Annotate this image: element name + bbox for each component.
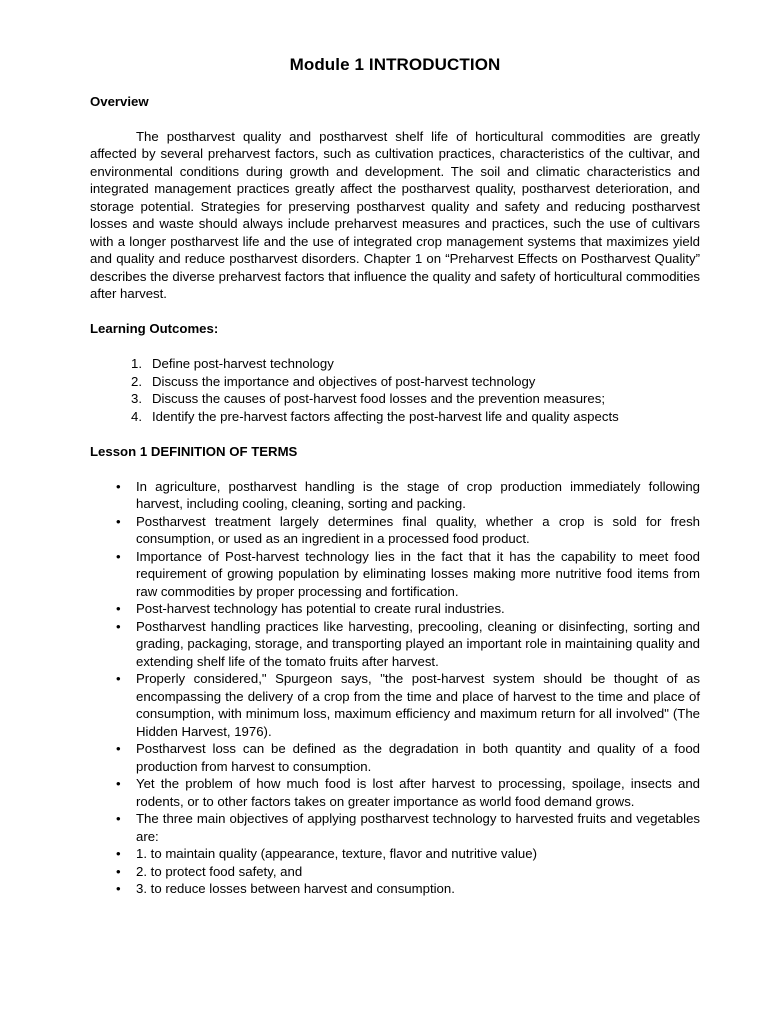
list-item xyxy=(90,863,700,881)
list-item-number: 1. xyxy=(131,356,142,371)
list-item-label: 3. to reduce losses between harvest and consumption. xyxy=(136,881,455,896)
list-item-label: Identify the pre-harvest factors affecting the post-harvest life and quality aspects xyxy=(152,408,619,424)
list-item xyxy=(90,880,700,898)
list-item-label: 1. to maintain quality (appearance, texture, flavor and nutritive value) xyxy=(136,846,537,861)
list-item-label: Properly considered," Spurgeon says, "the post-harvest system should be thought of as encompassing the delivery of a crop from the time and place of harvest to the time and place of consumption, with minimum loss, maximum efficiency and maximum return for all involved" (The Hidden Harvest, 1976). xyxy=(136,671,700,739)
lesson-1-heading: Lesson 1 DEFINITION OF TERMS xyxy=(90,443,298,459)
list-item-label: Postharvest loss can be defined as the degradation in both quantity and quality of a food production from harvest to consumption. xyxy=(136,741,700,774)
list-item xyxy=(90,355,700,373)
overview-heading: Overview xyxy=(90,93,149,109)
bullet-icon: • xyxy=(116,601,121,616)
learning-outcomes-list xyxy=(90,355,700,425)
list-item-label: Discuss the importance and objectives of post-harvest technology xyxy=(152,373,536,389)
learning-outcomes-heading: Learning Outcomes: xyxy=(90,321,219,336)
bullet-icon: • xyxy=(116,863,121,879)
list-item xyxy=(90,845,700,863)
list-item-label: Discuss the causes of post-harvest food losses and the prevention measures; xyxy=(152,391,606,406)
list-item-label: Importance of Post-harvest technology lies in the fact that it has the capability to meet food requirement of growing population by eliminating losses making more nutritive food items from raw commodities by proper processing and fortification. xyxy=(136,548,700,599)
overview-paragraph: The postharvest quality and postharvest shelf life of horticultural commodities are greatly affected by several preharvest factors, such as cultivation practices, characteristics of the cultivar, and environmental conditions during growth and development. The soil and climatic characteristics and integrated management practices greatly affect the postharvest quality, postharvest deterioration, and storage potential. Strategies for preserving postharvest quality and safety and reducing postharvest losses and waste should always include preharvest measures and practices, such the use of cultivars with a longer postharvest life and the use of integrated crop management systems that maximizes yield and quality and reduce postharvest disorders. Chapter 1 on “Preharvest Effects on Postharvest Quality” describes the diverse preharvest factors that influence the quality and safety of horticultural commodities after harvest. xyxy=(90,128,700,301)
list-item-label: Define post-harvest technology xyxy=(152,356,334,371)
list-item xyxy=(90,373,700,391)
bullet-icon: • xyxy=(116,741,121,756)
document-content xyxy=(90,55,700,898)
list-item-label: The three main objectives of applying postharvest technology to harvested fruits and vegetables are: xyxy=(136,811,700,844)
list-item-number: 3. xyxy=(131,391,142,406)
list-item xyxy=(90,670,700,740)
list-item xyxy=(90,408,700,426)
spacer xyxy=(90,303,700,321)
definition-of-terms-list xyxy=(90,478,700,898)
spacer xyxy=(90,460,700,478)
bullet-icon: • xyxy=(116,513,121,529)
list-item xyxy=(90,618,700,671)
list-item-label: Yet the problem of how much food is lost after harvest to processing, spoilage, insects and rodents, or to other factors takes on greater importance as world food demand grows. xyxy=(136,776,700,809)
list-item xyxy=(90,810,700,845)
bullet-icon: • xyxy=(116,881,121,896)
list-item xyxy=(90,513,700,548)
list-item-number: 2. xyxy=(131,373,142,389)
list-item-label: Post-harvest technology has potential to create rural industries. xyxy=(136,601,505,616)
list-item-label: Postharvest treatment largely determines final quality, whether a crop is sold for fresh consumption, or used as an ingredient in a processed food product. xyxy=(136,513,700,546)
bullet-icon: • xyxy=(116,776,121,791)
list-item xyxy=(90,548,700,601)
list-item-label: 2. to protect food safety, and xyxy=(136,863,303,879)
list-item xyxy=(90,740,700,775)
bullet-icon: • xyxy=(116,478,121,494)
list-item-label: In agriculture, postharvest handling is the stage of crop production immediately following harvest, including cooling, cleaning, sorting and packing. xyxy=(136,478,700,511)
bullet-icon: • xyxy=(116,846,121,861)
list-item-label: Postharvest handling practices like harvesting, precooling, cleaning or disinfecting, sorting and grading, packaging, storage, and transporting played an important role in maintaining quality and extending shelf life of the tomato fruits after harvest. xyxy=(136,618,700,669)
bullet-icon: • xyxy=(116,618,121,634)
list-item xyxy=(90,600,700,618)
bullet-icon: • xyxy=(116,671,121,686)
list-item xyxy=(90,775,700,810)
list-item xyxy=(90,478,700,513)
spacer xyxy=(90,338,700,356)
bullet-icon: • xyxy=(116,811,121,826)
list-item-number: 4. xyxy=(131,408,142,424)
list-item xyxy=(90,390,700,408)
page-title: Module 1 INTRODUCTION xyxy=(289,55,501,74)
bullet-icon: • xyxy=(116,548,121,564)
spacer xyxy=(90,425,700,443)
spacer xyxy=(90,75,700,93)
spacer xyxy=(90,110,700,128)
